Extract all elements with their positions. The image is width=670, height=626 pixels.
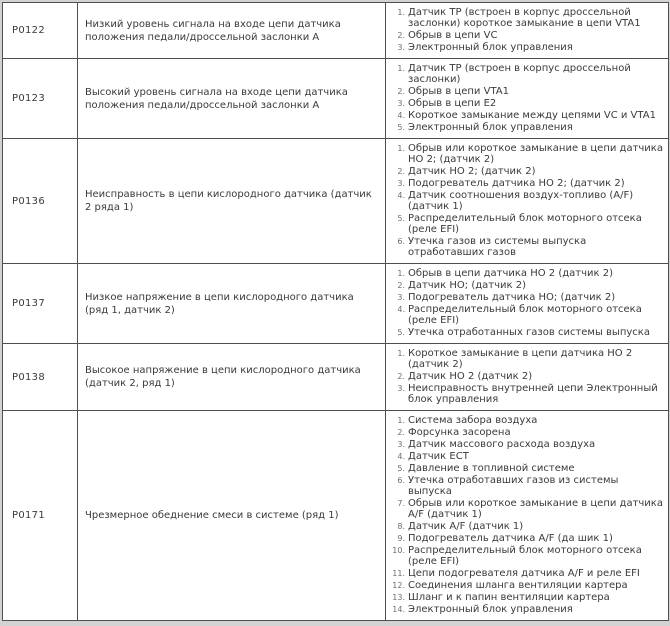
- cause-item: Короткое замыкание в цепи датчика HO 2 (датчик 2): [408, 348, 633, 370]
- cause-item: Неисправность внутренней цепи Электронный блок управления: [408, 383, 658, 405]
- dtc-code-cell: [3, 59, 78, 139]
- cause-item: Обрыв в цепи VTA1: [408, 86, 509, 97]
- cause-item: Подогреватель датчика HO; (датчик 2): [408, 292, 616, 303]
- cause-item: Подогреватель датчика A/F (да шик 1): [408, 533, 613, 544]
- dtc-description: Чрезмерное обеднение смеси в системе (ряд 1): [85, 510, 339, 521]
- causes-list: [386, 3, 668, 58]
- cause-item: Датчик HO; (датчик 2): [408, 280, 526, 291]
- dtc-description-cell: [78, 3, 386, 59]
- dtc-code: P0137: [12, 298, 45, 309]
- dtc-causes-cell: [386, 59, 669, 139]
- dtc-code: P0122: [12, 25, 45, 36]
- dtc-table-body: [3, 3, 669, 621]
- dtc-causes-cell: [386, 3, 669, 59]
- cause-item: Короткое замыкание между цепями VC и VTA1: [408, 110, 656, 121]
- cause-item: Датчик массового расхода воздуха: [408, 439, 596, 450]
- dtc-code: P0123: [12, 93, 45, 104]
- dtc-code: P0171: [12, 510, 45, 521]
- dtc-description: Неисправность в цепи кислородного датчика (датчик 2 ряда 1): [85, 189, 372, 213]
- causes-list: [386, 411, 668, 620]
- dtc-causes-cell: [386, 139, 669, 264]
- cause-item: Подогреватель датчика HO 2; (датчик 2): [408, 178, 625, 189]
- cause-item: Распределительный блок моторного отсека (реле EFI): [408, 545, 642, 567]
- dtc-description-cell: [78, 139, 386, 264]
- cause-item: Электронный блок управления: [408, 604, 573, 615]
- cause-item: Распределительный блок моторного отсека (реле EFI): [408, 213, 642, 235]
- dtc-description: Высокий уровень сигнала на входе цепи датчика положения педали/дроссельной заслонки А: [85, 86, 348, 111]
- cause-item: Датчик HO 2 (датчик 2): [408, 371, 533, 382]
- dtc-causes-cell: [386, 264, 669, 344]
- dtc-description-cell: [78, 59, 386, 139]
- cause-item: Обрыв в цепи VC: [408, 30, 498, 41]
- causes-list: [386, 264, 668, 343]
- dtc-description: Высокое напряжение в цепи кислородного датчика (датчик 2, ряд 1): [85, 365, 361, 389]
- dtc-code-cell: [3, 3, 78, 59]
- table-row: [3, 264, 669, 344]
- dtc-causes-cell: [386, 411, 669, 621]
- causes-list: [386, 59, 668, 138]
- cause-item: Утечка отработанных газов системы выпуска: [408, 327, 650, 338]
- dtc-code-cell: [3, 264, 78, 344]
- cause-item: Цепи подогревателя датчика A/F и реле EFI: [408, 568, 640, 579]
- dtc-description-cell: [78, 344, 386, 411]
- cause-item: Шланг и к папин вентиляции картера: [408, 592, 610, 603]
- cause-item: Датчик соотношения воздух-топливо (A/F) (датчик 1): [408, 190, 634, 212]
- cause-item: Утечка газов из системы выпуска отработавших газов: [408, 236, 587, 258]
- table-row: [3, 59, 669, 139]
- dtc-description-cell: [78, 411, 386, 621]
- dtc-code-cell: [3, 411, 78, 621]
- cause-item: Датчик A/F (датчик 1): [408, 521, 524, 532]
- cause-item: Обрыв в цепи датчика HO 2 (датчик 2): [408, 268, 613, 279]
- cause-item: Утечка отработавших газов из системы выпуска: [408, 475, 619, 497]
- dtc-description: Низкое напряжение в цепи кислородного датчика (ряд 1, датчик 2): [85, 291, 354, 316]
- table-row: [3, 139, 669, 264]
- dtc-description-cell: [78, 264, 386, 344]
- dtc-description: Низкий уровень сигнала на входе цепи датчика положения педали/дроссельной заслонки А: [85, 18, 341, 43]
- cause-item: Датчик HO 2; (датчик 2): [408, 166, 536, 177]
- table-row: [3, 344, 669, 411]
- cause-item: Электронный блок управления: [408, 122, 573, 133]
- table-row: [3, 411, 669, 621]
- cause-item: Датчик TP (встроен в корпус дроссельной заслонки): [408, 63, 631, 85]
- cause-item: Датчик TP (встроен в корпус дроссельной заслонки) короткое замыкание в цепи VTA1: [408, 7, 641, 29]
- dtc-causes-cell: [386, 344, 669, 411]
- cause-item: Обрыв в цепи E2: [408, 98, 497, 109]
- causes-list: [386, 139, 668, 263]
- dtc-code-cell: [3, 344, 78, 411]
- dtc-code: P0138: [12, 371, 45, 383]
- table-row: [3, 3, 669, 59]
- dtc-code-cell: [3, 139, 78, 264]
- dtc-table: [2, 2, 669, 621]
- cause-item: Обрыв или короткое замыкание в цепи датчика A/F (датчик 1): [408, 498, 663, 520]
- cause-item: Система забора воздуха: [408, 415, 538, 426]
- dtc-code: P0136: [12, 195, 45, 207]
- cause-item: Распределительный блок моторного отсека (реле EFI): [408, 304, 642, 326]
- cause-item: Датчик ECT: [408, 451, 469, 462]
- cause-item: Обрыв или короткое замыкание в цепи датчика HO 2; (датчик 2): [408, 143, 663, 165]
- cause-item: Давление в топливной системе: [408, 463, 575, 474]
- cause-item: Форсунка засорена: [408, 427, 511, 438]
- cause-item: Электронный блок управления: [408, 42, 573, 53]
- causes-list: [386, 344, 668, 410]
- cause-item: Соединения шланга вентиляции картера: [408, 580, 628, 591]
